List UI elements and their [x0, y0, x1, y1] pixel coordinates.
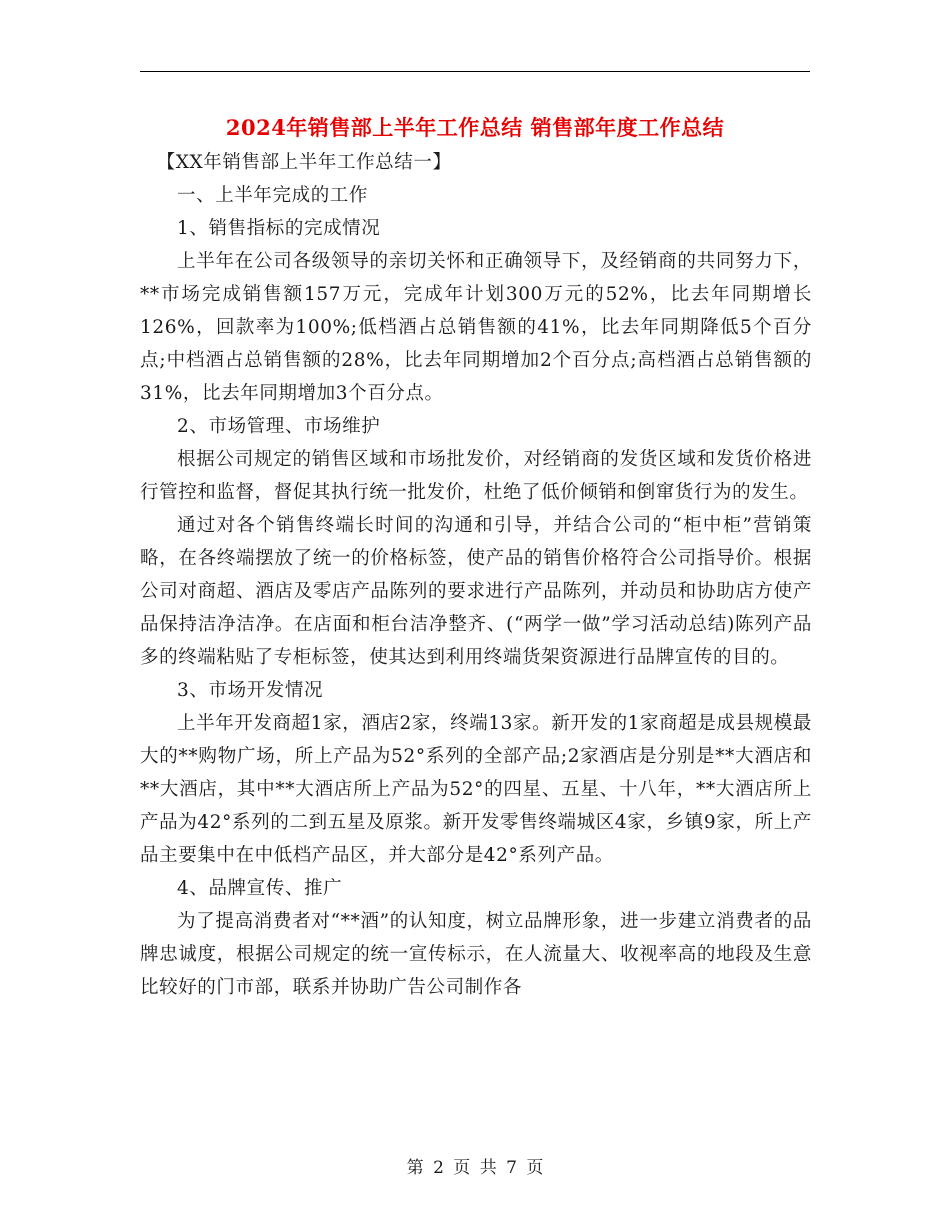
header-rule — [140, 71, 810, 72]
body-paragraph: 根据公司规定的销售区域和市场批发价，对经销商的发货区域和发货价格进行管控和监督，督促其执行统一批发价，杜绝了低价倾销和倒窜货行为的发生。 — [140, 449, 812, 503]
body-paragraph: 为了提高消费者对“**酒”的认知度，树立品牌形象，进一步建立消费者的品牌忠诚度，根据公司规定的统一宣传标示，在人流量大、收视率高的地段及生意比较好的门市部，联系并协助广告公司制作各 — [140, 911, 812, 998]
page-footer: 第 2 页 共 7 页 — [406, 1158, 544, 1178]
section-subheading: 一、上半年完成的工作 — [177, 185, 369, 206]
body-paragraph: 通过对各个销售终端长时间的沟通和引导，并结合公司的“柜中柜”营销策略，在各终端摆放了统一的价格标签，使产品的销售价格符合公司指导价。根据公司对商超、酒店及零店产品陈列的要求进行产品陈列，并动员和协助店方使产品保持洁净洁净。在店面和柜台洁净整齐、(“两学一做”学习活动总结)陈列产品多的终端粘贴了专柜标签，使其达到利用终端货架资源进行品牌宣传的目的。 — [140, 515, 812, 668]
document-title: 2024年销售部上半年工作总结 销售部年度工作总结 — [225, 115, 725, 140]
document-body — [140, 146, 812, 1004]
section-heading: 【XX年销售部上半年工作总结一】 — [156, 152, 452, 173]
item-heading: 4、品牌宣传、推广 — [177, 878, 343, 899]
item-heading: 3、市场开发情况 — [177, 680, 324, 701]
item-heading: 2、市场管理、市场维护 — [177, 416, 381, 437]
item-heading: 1、销售指标的完成情况 — [177, 218, 381, 239]
body-paragraph: 上半年在公司各级领导的亲切关怀和正确领导下，及经销商的共同努力下，**市场完成销售额157万元，完成年计划300万元的52%，比去年同期增长126%，回款率为100%;低档酒占总销售额的41%，比去年同期降低5个百分点;中档酒占总销售额的28%，比去年同期增加2个百分点;高档酒占总销售额的31%，比去年同期增加3个百分点。 — [140, 251, 812, 404]
body-paragraph: 上半年开发商超1家，酒店2家，终端13家。新开发的1家商超是成县规模最大的**购物广场，所上产品为52°系列的全部产品;2家酒店是分别是**大酒店和**大酒店，其中**大酒店所上产品为52°的四星、五星、十八年，**大酒店所上产品为42°系列的二到五星及原浆。新开发零售终端城区4家，乡镇9家，所上产品主要集中在中低档产品区，并大部分是42°系列产品。 — [140, 713, 812, 866]
